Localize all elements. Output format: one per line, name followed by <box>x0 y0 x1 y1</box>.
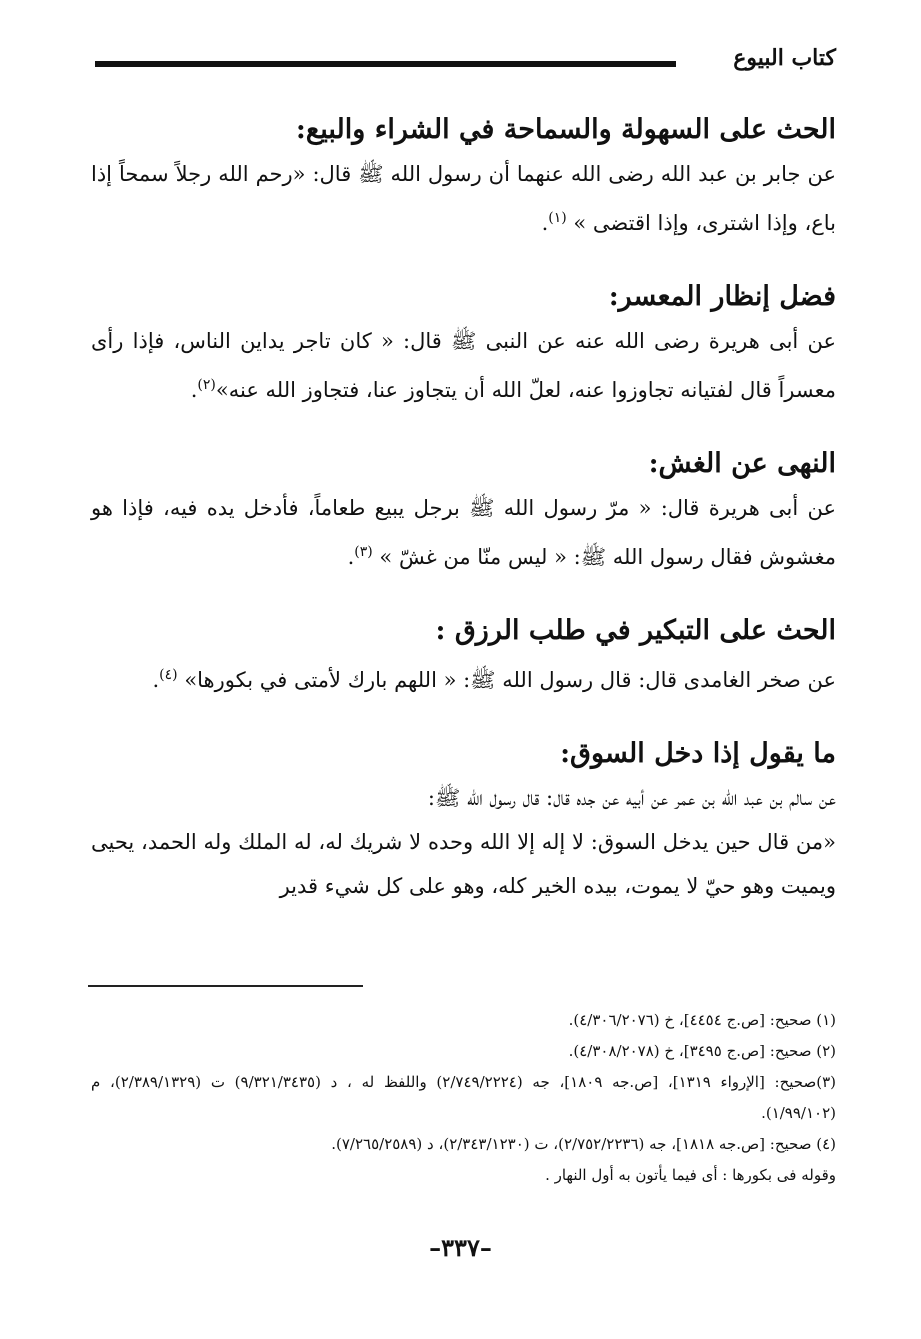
footnote-ref[interactable]: (٤) <box>159 667 178 683</box>
section-heading: الحث على التبكير في طلب الرزق : <box>435 615 836 646</box>
section-heading: الحث على السهولة والسماحة في الشراء والبيع: <box>295 114 836 145</box>
footnote: (٤) صحيح: [ص.جه ١٨١٨]، جه (٢/٧٥٢/٢٢٣٦)، ت (٢/٣٤٣/١٢٣٠)، د (٧/٢٦٥/٢٥٨٩). <box>331 1135 836 1153</box>
section-prohibition-of-fraud <box>91 442 836 579</box>
section-entering-market <box>91 732 836 908</box>
header-rule <box>95 61 676 67</box>
footnote-ref[interactable]: (١) <box>548 210 567 226</box>
section-heading: النهى عن الغش: <box>648 448 836 479</box>
section-heading: ما يقول إذا دخل السوق: <box>560 738 836 769</box>
hadith-text: عن أبى هريرة قال: « مرّ رسول الله ﷺ برجل يبيع طعاماً، فأدخل يده فيه، فإذا هو مغشوش فقال رسول الله ﷺ: « ليس منّا من غشّ » $^{(٣)}$. <box>91 496 836 569</box>
section-early-morning-provision <box>91 609 836 702</box>
main-text <box>91 108 836 938</box>
footnote-ref[interactable]: (٣) <box>354 544 373 560</box>
hadith-text: عن سالم بن عبد الله بن عمر عن أبيه عن جده قال: قال رسول الله ﷺ: <box>427 786 836 810</box>
section-respite-for-debtor <box>91 275 836 412</box>
running-header <box>95 45 836 85</box>
hadith-text: عن صخر الغامدى قال: قال رسول الله ﷺ: « اللهم بارك لأمتى في بكورها» $^{(٤)}$. <box>152 667 836 692</box>
footnote: (٣)صحيح: [الإرواء ١٣١٩]، [ص.جه ١٨٠٩]، جه (٢/٧٤٩/٢٢٢٤) واللفظ له ، د (٩/٣٢١/٣٤٣٥) ت (٢/٣٨٩/١٣٢٩)، م (١/٩٩/١٠٢). <box>91 1073 836 1122</box>
section-heading: فضل إنظار المعسر: <box>608 281 836 312</box>
page-number: –٣٣٧– <box>429 1233 492 1262</box>
footnote-gloss: وقوله فى بكورها : أى فيما يأتون به أول النهار . <box>545 1166 836 1184</box>
footnote-ref[interactable]: (٢) <box>197 377 216 393</box>
section-leniency-in-trade <box>91 108 836 245</box>
chapter-title: كتاب البيوع <box>733 45 836 71</box>
footnote: (٢) صحيح: [ص.ج ٣٤٩٥]، خ (٤/٣٠٨/٢٠٧٨). <box>568 1042 836 1060</box>
hadith-text: عن جابر بن عبد الله رضى الله عنهما أن رسول الله ﷺ قال: «رحم الله رجلاً سمحاً إذا باع، وإذا اشترى، وإذا اقتضى » $^{(١)}$. <box>91 162 836 235</box>
hadith-text: عن أبى هريرة رضى الله عنه عن النبى ﷺ قال: « كان تاجر يداين الناس، فإذا رأى معسراً قال لفتيانه تجاوزوا عنه، لعلّ الله أن يتجاوز عنا، فتجاوز الله عنه»$^{(٢)}$. <box>91 329 836 402</box>
footnote: (١) صحيح: [ص.ج ٤٤٥٤]، خ (٤/٣٠٦/٢٠٧٦). <box>568 1011 836 1029</box>
footnote-separator <box>88 985 363 987</box>
footnotes <box>91 1005 836 1191</box>
hadith-text: «من قال حين يدخل السوق: لا إله إلا الله وحده لا شريك له، له الملك وله الحمد، يحيى ويميت وهو حيّ لا يموت، بيده الخير كله، وهو على كل شيء قدير <box>91 830 836 898</box>
